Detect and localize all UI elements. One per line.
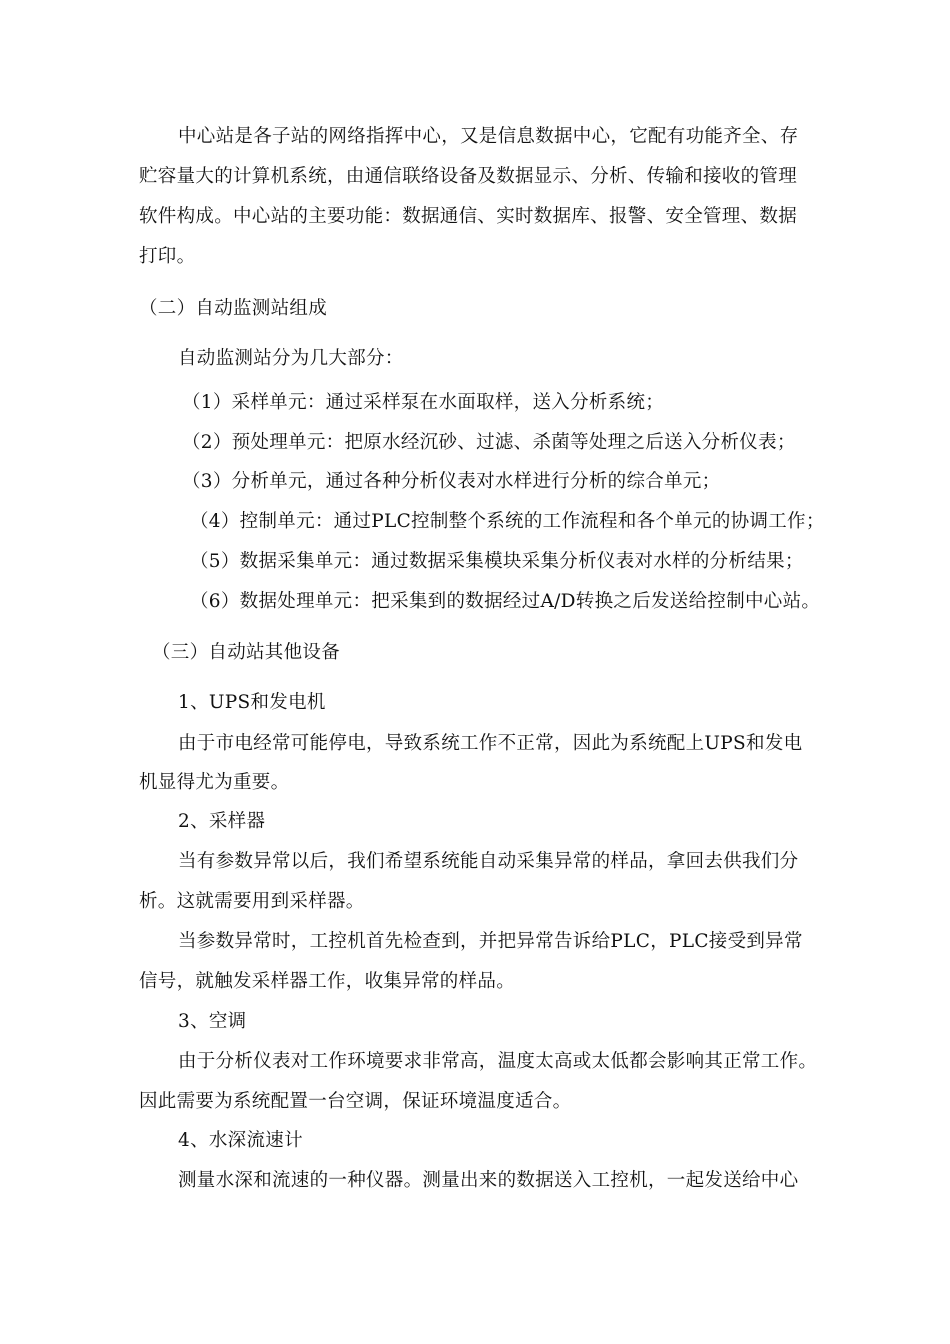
sampler-p1-line-2: 析。这就需要用到采样器。 bbox=[139, 891, 365, 912]
intro-line-3: 软件构成。中心站的主要功能：数据通信、实时数据库、报警、安全管理、数据 bbox=[139, 206, 798, 227]
flow-title: 4、水深流速计 bbox=[178, 1130, 303, 1151]
ac-line-1: 由于分析仪表对工作环境要求非常高，温度太高或太低都会影响其正常工作。 bbox=[178, 1051, 818, 1072]
ups-line-2: 机显得尤为重要。 bbox=[139, 772, 290, 793]
flow-line-1: 测量水深和流速的一种仪器。测量出来的数据送入工控机，一起发送给中心 bbox=[178, 1170, 799, 1191]
section-2-heading: （二）自动监测站组成 bbox=[139, 298, 328, 319]
ups-title: 1、UPS和发电机 bbox=[178, 692, 326, 713]
section-2-item-1: （1）采样单元：通过采样泵在水面取样，送入分析系统； bbox=[182, 392, 665, 413]
section-3-heading: （三）自动站其他设备 bbox=[152, 642, 341, 663]
section-2-item-6: （6）数据处理单元：把采集到的数据经过A/D转换之后发送给控制中心站。 bbox=[190, 591, 821, 612]
section-2-item-4: （4）控制单元：通过PLC控制整个系统的工作流程和各个单元的协调工作； bbox=[190, 511, 825, 532]
ac-line-2: 因此需要为系统配置一台空调，保证环境温度适合。 bbox=[139, 1091, 572, 1112]
section-2-item-3: （3）分析单元，通过各种分析仪表对水样进行分析的综合单元； bbox=[182, 471, 721, 492]
ac-title: 3、空调 bbox=[178, 1011, 247, 1032]
sampler-p2-line-1: 当参数异常时，工控机首先检查到，并把异常告诉给PLC，PLC接受到异常 bbox=[178, 931, 803, 952]
section-2-item-2: （2）预处理单元：把原水经沉砂、过滤、杀菌等处理之后送入分析仪表； bbox=[182, 432, 796, 453]
section-2-lead: 自动监测站分为几大部分： bbox=[178, 348, 404, 369]
intro-line-2: 贮容量大的计算机系统，由通信联络设备及数据显示、分析、传输和接收的管理 bbox=[139, 166, 798, 187]
ups-line-1: 由于市电经常可能停电，导致系统工作不正常，因此为系统配上UPS和发电 bbox=[178, 733, 803, 754]
sampler-p1-line-1: 当有参数异常以后，我们希望系统能自动采集异常的样品，拿回去供我们分 bbox=[178, 851, 799, 872]
sampler-title: 2、采样器 bbox=[178, 811, 266, 832]
intro-line-4: 打印。 bbox=[139, 246, 196, 267]
section-2-item-5: （5）数据采集单元：通过数据采集模块采集分析仪表对水样的分析结果； bbox=[190, 551, 804, 572]
intro-line-1: 中心站是各子站的网络指挥中心，又是信息数据中心，它配有功能齐全、存 bbox=[178, 126, 799, 147]
sampler-p2-line-2: 信号，就触发采样器工作，收集异常的样品。 bbox=[139, 971, 516, 992]
